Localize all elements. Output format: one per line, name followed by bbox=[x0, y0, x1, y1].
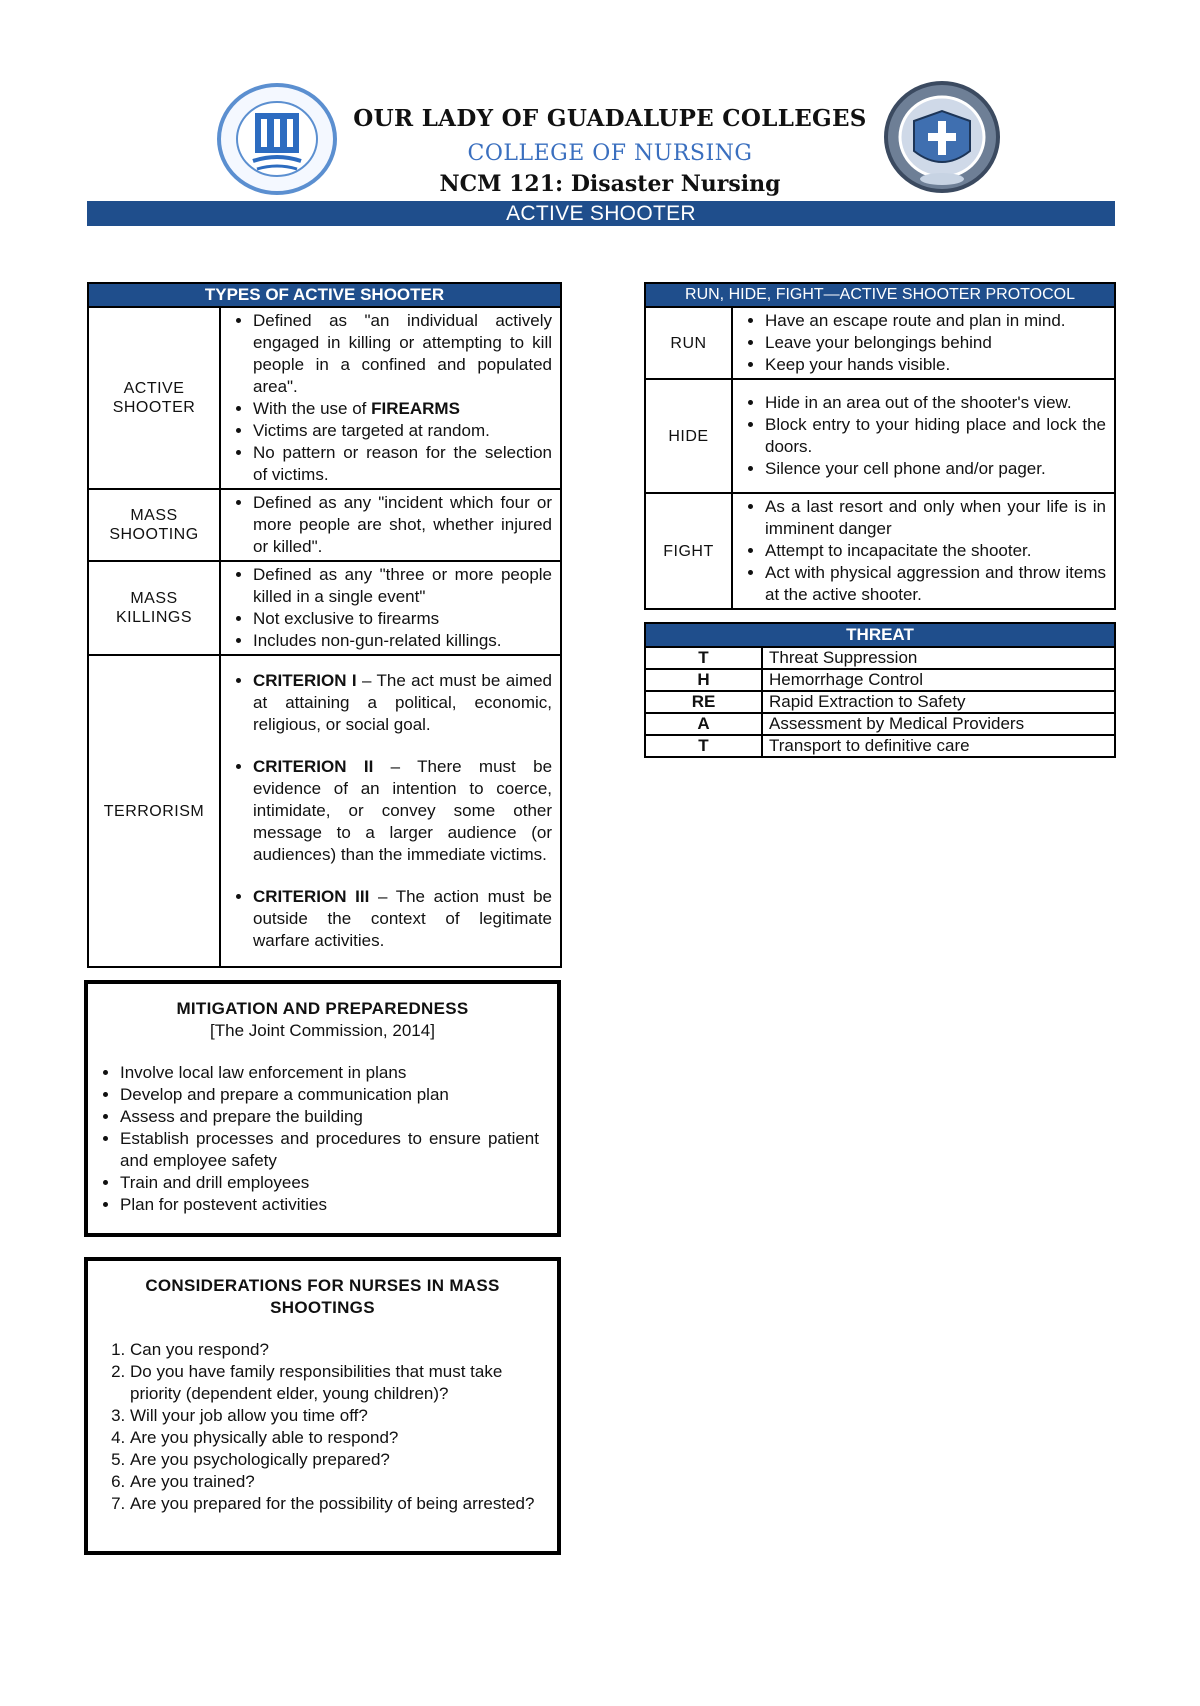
table-row: T Transport to definitive care bbox=[645, 735, 1115, 757]
list-item: • CRITERION II – There must be evidence of an intention to coerce, intimidate, or convey some other message to a larger audience (or audiences) than the immediate victims. bbox=[253, 756, 552, 866]
list-item: 5. Are you psychologically prepared? bbox=[130, 1449, 539, 1471]
type-label: MASS KILLINGS bbox=[88, 561, 220, 655]
course-title: NCM 121: Disaster Nursing bbox=[439, 171, 781, 197]
list-item: • Act with physical aggression and throw items at the active shooter. bbox=[765, 562, 1106, 606]
list-item: • Silence your cell phone and/or pager. bbox=[765, 458, 1106, 480]
rhf-table bbox=[644, 282, 1116, 610]
considerations-box bbox=[84, 1257, 561, 1555]
type-label: TERRORISM bbox=[88, 655, 220, 967]
school-name: OUR LADY OF GUADALUPE COLLEGES bbox=[353, 105, 867, 132]
type-label: MASS SHOOTING bbox=[88, 489, 220, 561]
list-item: • Includes non-gun-related killings. bbox=[253, 630, 552, 652]
list-item: • Leave your belongings behind bbox=[765, 332, 1106, 354]
list-item: • As a last resort and only when your life is in imminent danger bbox=[765, 496, 1106, 540]
list-item: • Defined as any "incident which four or more people are shot, whether injured or killed". bbox=[253, 492, 552, 558]
threat-title: THREAT bbox=[645, 623, 1115, 647]
list-item: • Establish processes and procedures to ensure patient and employee safety bbox=[120, 1128, 539, 1172]
mitigation-title: MITIGATION AND PREPAREDNESS bbox=[176, 999, 469, 1018]
rhf-label: FIGHT bbox=[645, 493, 732, 609]
list-item: • With the use of FIREARMS bbox=[253, 398, 552, 420]
list-item: 7. Are you prepared for the possibility of being arrested? bbox=[130, 1493, 539, 1515]
list-item: • Block entry to your hiding place and lock the doors. bbox=[765, 414, 1106, 458]
rhf-label: RUN bbox=[645, 307, 732, 379]
list-item: • Keep your hands visible. bbox=[765, 354, 1106, 376]
rhf-label: HIDE bbox=[645, 379, 732, 493]
list-item: • Defined as "an individual actively engaged in killing or attempting to kill people in a confined and populated area". bbox=[253, 310, 552, 398]
table-row bbox=[645, 379, 1115, 493]
mitigation-source: [The Joint Commission, 2014] bbox=[210, 1021, 435, 1040]
list-item: • Plan for postevent activities bbox=[120, 1194, 539, 1216]
list-item: 6. Are you trained? bbox=[130, 1471, 539, 1493]
table-row: H Hemorrhage Control bbox=[645, 669, 1115, 691]
table-row: RE Rapid Extraction to Safety bbox=[645, 691, 1115, 713]
table-row: A Assessment by Medical Providers bbox=[645, 713, 1115, 735]
list-item: • Involve local law enforcement in plans bbox=[120, 1062, 539, 1084]
list-item: • No pattern or reason for the selection of victims. bbox=[253, 442, 552, 486]
table-row: T Threat Suppression bbox=[645, 647, 1115, 669]
type-label: ACTIVE SHOOTER bbox=[88, 307, 220, 489]
list-item: • Have an escape route and plan in mind. bbox=[765, 310, 1106, 332]
list-item: 2. Do you have family responsibilities that must take priority (dependent elder, young children)? bbox=[130, 1361, 539, 1405]
list-item: • Victims are targeted at random. bbox=[253, 420, 552, 442]
list-item: • CRITERION III – The action must be outside the context of legitimate warfare activities. bbox=[253, 886, 552, 952]
topic-banner: ACTIVE SHOOTER bbox=[87, 201, 1115, 226]
mitigation-box bbox=[84, 980, 561, 1237]
list-item: • Assess and prepare the building bbox=[120, 1106, 539, 1128]
types-title: TYPES OF ACTIVE SHOOTER bbox=[88, 283, 561, 307]
list-item: 1. Can you respond? bbox=[130, 1339, 539, 1361]
table-row bbox=[88, 655, 561, 967]
considerations-title: CONSIDERATIONS FOR NURSES IN MASS SHOOTINGS bbox=[145, 1276, 500, 1317]
list-item: 3. Will your job allow you time off? bbox=[130, 1405, 539, 1427]
list-item: • Develop and prepare a communication plan bbox=[120, 1084, 539, 1106]
list-item: • Not exclusive to firearms bbox=[253, 608, 552, 630]
college-of-nursing-seal-icon bbox=[884, 81, 1000, 193]
types-table bbox=[87, 282, 562, 968]
threat-table bbox=[644, 622, 1116, 758]
olgc-seal-icon bbox=[217, 83, 337, 195]
table-row bbox=[88, 489, 561, 561]
list-item: • Train and drill employees bbox=[120, 1172, 539, 1194]
list-item: • Attempt to incapacitate the shooter. bbox=[765, 540, 1106, 562]
list-item: 4. Are you physically able to respond? bbox=[130, 1427, 539, 1449]
table-row bbox=[645, 493, 1115, 609]
list-item: • Hide in an area out of the shooter's view. bbox=[765, 392, 1106, 414]
table-row bbox=[88, 561, 561, 655]
table-row bbox=[88, 307, 561, 489]
list-item: • CRITERION I – The act must be aimed at attaining a political, economic, religious, or social goal. bbox=[253, 670, 552, 736]
list-item: • Defined as any "three or more people killed in a single event" bbox=[253, 564, 552, 608]
college-name: COLLEGE OF NURSING bbox=[467, 141, 753, 166]
table-row bbox=[645, 307, 1115, 379]
rhf-title: RUN, HIDE, FIGHT—ACTIVE SHOOTER PROTOCOL bbox=[645, 283, 1115, 307]
